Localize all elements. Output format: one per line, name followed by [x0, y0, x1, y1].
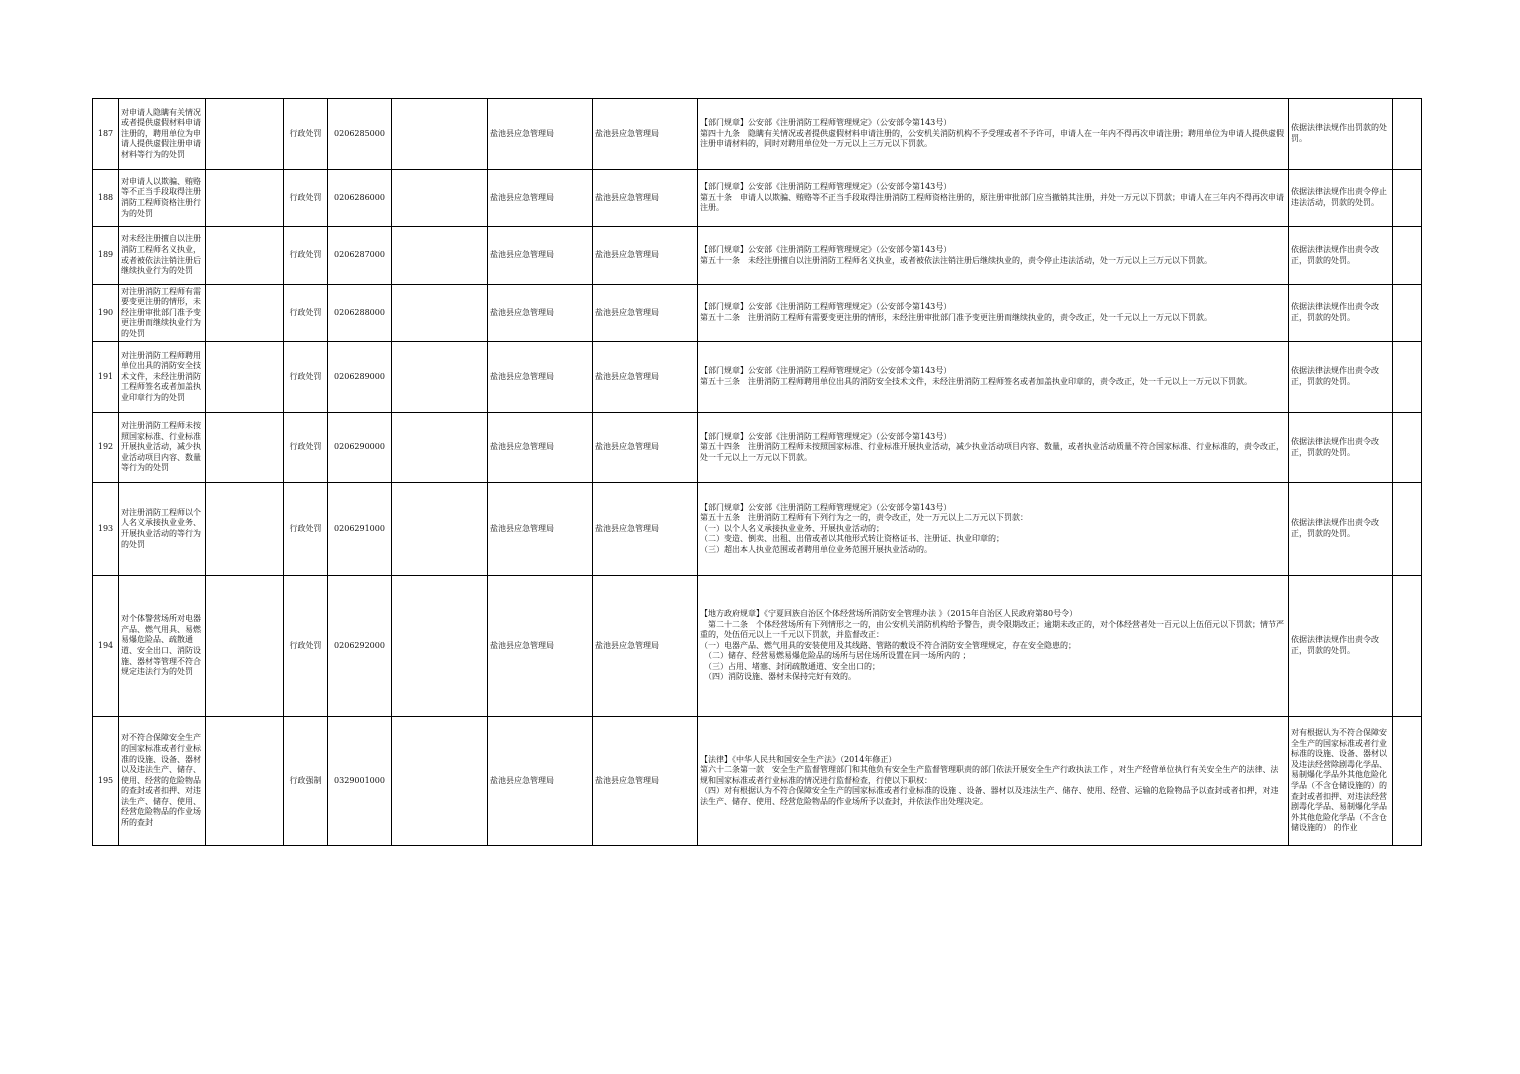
power-type: 行政处罚 [284, 285, 328, 342]
discretion-note: 依据法律法规作出责令改正，罚款的处罚。 [1289, 413, 1393, 483]
remarks-cell [1393, 717, 1422, 846]
item-code: 0329001000 [328, 717, 392, 846]
legal-basis [698, 285, 1289, 342]
discretion-note: 对有根据认为不符合保障安全生产的国家标准或者行业标准的设施、设备、器材以及违法经营除剧毒化学品、易制爆化学品外其他危险化学品（不含仓储设施的）的查封或者扣押、对违法经营剧毒化学品、易制爆化学品外其他危险化学品（不含仓储设施的） 的作业 [1289, 717, 1393, 846]
power-type: 行政处罚 [284, 483, 328, 576]
subitem-cell [206, 285, 284, 342]
table-row [93, 717, 1422, 846]
discretion-note: 依据法律法规作出责令改正，罚款的处罚。 [1289, 227, 1393, 285]
basis-line: （一）电器产品、燃气用具的安装使用及其线路、管路的敷设不符合消防安全管理规定，存在安全隐患的； [700, 640, 1076, 650]
implementing-dept: 盐池县应急管理局 [488, 342, 593, 413]
empty-cell [392, 99, 488, 170]
basis-line: （二）储存、经营易燃易爆危险品的场所与居住场所设置在同一场所内的 ； [700, 651, 971, 661]
basis-line: （三）占用、堵塞、封闭疏散通道、安全出口的； [700, 661, 880, 671]
subitem-cell [206, 227, 284, 285]
remarks-cell [1393, 342, 1422, 413]
legal-basis [698, 342, 1289, 413]
remarks-cell [1393, 483, 1422, 576]
row-number: 190 [93, 285, 119, 342]
subitem-cell [206, 576, 284, 717]
basis-source: 【地方政府规章】《宁夏回族自治区个体经营场所消防安全管理办法 》（2015年自治区人民政府第80号令） [700, 608, 1078, 618]
basis-source: 【部门规章】公安部《注册消防工程师管理规定》（公安部令第143号） [700, 366, 952, 376]
table-row [93, 99, 1422, 170]
responsible-dept: 盐池县应急管理局 [593, 99, 698, 170]
table-row [93, 285, 1422, 342]
discretion-note: 依据法律法规作出罚款的处罚。 [1289, 99, 1393, 170]
basis-source: 【部门规章】公安部《注册消防工程师管理规定》（公安部令第143号） [700, 118, 952, 128]
responsible-dept: 盐池县应急管理局 [593, 413, 698, 483]
basis-line: 第五十一条 未经注册擅自以注册消防工程师名义执业，或者被依法注销注册后继续执业的，责令停止违法活动，处一万元以上三万元以下罚款。 [700, 255, 1212, 265]
basis-source: 【部门规章】公安部《注册消防工程师管理规定》（公安部令第143号） [700, 182, 952, 192]
item-name: 对注册消防工程师聘用单位出具的消防安全技术文件，未经注册消防工程师签名或者加盖执业印章行为的处罚 [119, 342, 206, 413]
implementing-dept: 盐池县应急管理局 [488, 285, 593, 342]
legal-basis [698, 576, 1289, 717]
basis-line: （四）对有根据认为不符合保障安全生产的国家标准或者行业标准的设施 、设备、器材以及违法生产、储存、使用、经营、运输的危险物品予以查封或者扣押，对违法生产、储存、使用、经营危险物品的作业场所予以查封，并依法作出处理决定。 [700, 786, 1279, 806]
item-name: 对申请人隐瞒有关情况或者提供虚假材料申请注册的，聘用单位为申请人提供虚假注册申请材料等行为的处罚 [119, 99, 206, 170]
legal-basis [698, 413, 1289, 483]
basis-source: 【部门规章】公安部《注册消防工程师管理规定》（公安部令第143号） [700, 302, 952, 312]
item-name: 对注册消防工程师未按照国家标准、行业标准开展执业活动，减少执业活动项目内容、数量等行为的处罚 [119, 413, 206, 483]
table-row [93, 413, 1422, 483]
discretion-note: 依据法律法规作出责令改正，罚款的处罚。 [1289, 342, 1393, 413]
basis-source: 【部门规章】公安部《注册消防工程师管理规定》（公安部令第143号） [700, 502, 952, 512]
basis-line: （四）消防设施、器材未保持完好有效的。 [700, 672, 856, 682]
item-name: 对未经注册擅自以注册消防工程师名义执业，或者被依法注销注册后继续执业行为的处罚 [119, 227, 206, 285]
basis-line: 第五十四条 注册消防工程师未按照国家标准、行业标准开展执业活动，减少执业活动项目内容、数量，或者执业活动质量不符合国家标准、行业标准的，责令改正，处一千元以上一万元以下罚款。 [700, 442, 1284, 462]
responsible-dept: 盐池县应急管理局 [593, 717, 698, 846]
empty-cell [392, 717, 488, 846]
empty-cell [392, 170, 488, 227]
remarks-cell [1393, 576, 1422, 717]
item-name: 对注册消防工程师有需要变更注册的情形，未经注册审批部门准予变更注册而继续执业行为的处罚 [119, 285, 206, 342]
legal-basis [698, 483, 1289, 576]
item-code: 0206287000 [328, 227, 392, 285]
remarks-cell [1393, 285, 1422, 342]
implementing-dept: 盐池县应急管理局 [488, 99, 593, 170]
subitem-cell [206, 170, 284, 227]
implementing-dept: 盐池县应急管理局 [488, 227, 593, 285]
subitem-cell [206, 342, 284, 413]
basis-line: 第五十五条 注册消防工程师有下列行为之一的，责令改正，处一万元以上二万元以下罚款： [700, 513, 1028, 523]
row-number: 187 [93, 99, 119, 170]
basis-source: 【部门规章】公安部《注册消防工程师管理规定》（公安部令第143号） [700, 244, 952, 254]
power-type: 行政处罚 [284, 342, 328, 413]
basis-line: 第六十二条第一款 安全生产监督管理部门和其他负有安全生产监督管理职责的部门依法开展安全生产行政执法工作 ，对生产经营单位执行有关安全生产的法律、法规和国家标准或者行业标准的情况进行监督检查，行使以下职权： [700, 765, 1279, 785]
responsible-dept: 盐池县应急管理局 [593, 576, 698, 717]
table-row [93, 576, 1422, 717]
legal-basis [698, 99, 1289, 170]
basis-line: （一）以个人名义承接执业业务、开展执业活动的； [700, 523, 884, 533]
empty-cell [392, 227, 488, 285]
item-code: 0206290000 [328, 413, 392, 483]
legal-basis [698, 170, 1289, 227]
basis-line: 第五十二条 注册消防工程师有需要变更注册的情形，未经注册审批部门准予变更注册而继续执业的，责令改正，处一千元以上一万元以下罚款。 [700, 313, 1212, 322]
legal-basis [698, 717, 1289, 846]
row-number: 189 [93, 227, 119, 285]
discretion-note: 依据法律法规作出责令改正，罚款的处罚。 [1289, 285, 1393, 342]
basis-source: 【部门规章】公安部《注册消防工程师管理规定》（公安部令第143号） [700, 431, 952, 441]
row-number: 191 [93, 342, 119, 413]
power-type: 行政强制 [284, 717, 328, 846]
row-number: 193 [93, 483, 119, 576]
table-row [93, 227, 1422, 285]
legal-basis [698, 227, 1289, 285]
implementing-dept: 盐池县应急管理局 [488, 413, 593, 483]
subitem-cell [206, 99, 284, 170]
responsible-dept: 盐池县应急管理局 [593, 285, 698, 342]
empty-cell [392, 342, 488, 413]
table-row [93, 342, 1422, 413]
subitem-cell [206, 413, 284, 483]
item-code: 0206292000 [328, 576, 392, 717]
power-type: 行政处罚 [284, 170, 328, 227]
item-name: 对不符合保障安全生产的国家标准或者行业标准的设施、设备、器材以及违法生产、储存、使用、经营的危险物品的查封或者扣押、对违法生产、储存、使用、经营危险物品的作业场所的查封 [119, 717, 206, 846]
responsible-dept: 盐池县应急管理局 [593, 170, 698, 227]
regulation-table [92, 98, 1422, 846]
item-name: 对申请人以欺骗、贿赂等不正当手段取得注册消防工程师资格注册行为的处罚 [119, 170, 206, 227]
empty-cell [392, 576, 488, 717]
implementing-dept: 盐池县应急管理局 [488, 576, 593, 717]
table-row [93, 170, 1422, 227]
remarks-cell [1393, 413, 1422, 483]
basis-line: 第二十二条 个体经营场所有下列情形之一的，由公安机关消防机构给予警告，责令限期改正；逾期未改正的，对个体经营者处一百元以上伍佰元以下罚款；情节严重的，处伍佰元以上一千元以下罚款，并监督改正： [700, 619, 1284, 640]
power-type: 行政处罚 [284, 413, 328, 483]
discretion-note: 依据法律法规作出责令改正，罚款的处罚。 [1289, 576, 1393, 717]
row-number: 188 [93, 170, 119, 227]
subitem-cell [206, 717, 284, 846]
item-code: 0206288000 [328, 285, 392, 342]
power-type: 行政处罚 [284, 227, 328, 285]
table-row [93, 483, 1422, 576]
row-number: 192 [93, 413, 119, 483]
responsible-dept: 盐池县应急管理局 [593, 342, 698, 413]
item-code: 0206286000 [328, 170, 392, 227]
discretion-note: 依据法律法规作出责令停止违法活动，罚款的处罚。 [1289, 170, 1393, 227]
basis-line: 第五十三条 注册消防工程师聘用单位出具的消防安全技术文件，未经注册消防工程师签名或者加盖执业印章的，责令改正，处一千元以上一万元以下罚款。 [700, 377, 1252, 386]
empty-cell [392, 413, 488, 483]
item-code: 0206289000 [328, 342, 392, 413]
subitem-cell [206, 483, 284, 576]
discretion-note: 依据法律法规作出责令改正，罚款的处罚。 [1289, 483, 1393, 576]
implementing-dept: 盐池县应急管理局 [488, 483, 593, 576]
implementing-dept: 盐池县应急管理局 [488, 717, 593, 846]
implementing-dept: 盐池县应急管理局 [488, 170, 593, 227]
table-body [93, 99, 1422, 846]
responsible-dept: 盐池县应急管理局 [593, 227, 698, 285]
remarks-cell [1393, 99, 1422, 170]
remarks-cell [1393, 227, 1422, 285]
responsible-dept: 盐池县应急管理局 [593, 483, 698, 576]
item-name: 对个体警营场所对电器产品、燃气用具、易燃易爆危险品、疏散通道、安全出口、消防设施、器材等管理不符合规定违法行为的处罚 [119, 576, 206, 717]
basis-line: （三）超出本人执业范围或者聘用单位业务范围开展执业活动的。 [700, 544, 932, 554]
item-code: 0206291000 [328, 483, 392, 576]
power-type: 行政处罚 [284, 99, 328, 170]
empty-cell [392, 483, 488, 576]
basis-source: 【法律】《中华人民共和国安全生产法》（2014年修正） [700, 754, 897, 764]
row-number: 194 [93, 576, 119, 717]
item-code: 0206285000 [328, 99, 392, 170]
basis-line: 第五十条 申请人以欺骗、贿赂等不正当手段取得注册消防工程师资格注册的，原注册审批部门应当撤销其注册，并处一万元以下罚款；申请人在三年内不得再次申请注册。 [700, 192, 1284, 213]
item-name: 对注册消防工程师以个人名义承接执业业务、开展执业活动的等行为的处罚 [119, 483, 206, 576]
row-number: 195 [93, 717, 119, 846]
basis-line: （二）变造、倒卖、出租、出借或者以其他形式转让资格证书、注册证、执业印章的； [700, 534, 1004, 544]
basis-line: 第四十九条 隐瞒有关情况或者提供虚假材料申请注册的，公安机关消防机构不予受理或者不予许可，申请人在一年内不得再次申请注册；聘用单位为申请人提供虚假注册申请材料的，同时对聘用单位处一万元以上三万元以下罚款。 [700, 128, 1284, 149]
power-type: 行政处罚 [284, 576, 328, 717]
empty-cell [392, 285, 488, 342]
remarks-cell [1393, 170, 1422, 227]
